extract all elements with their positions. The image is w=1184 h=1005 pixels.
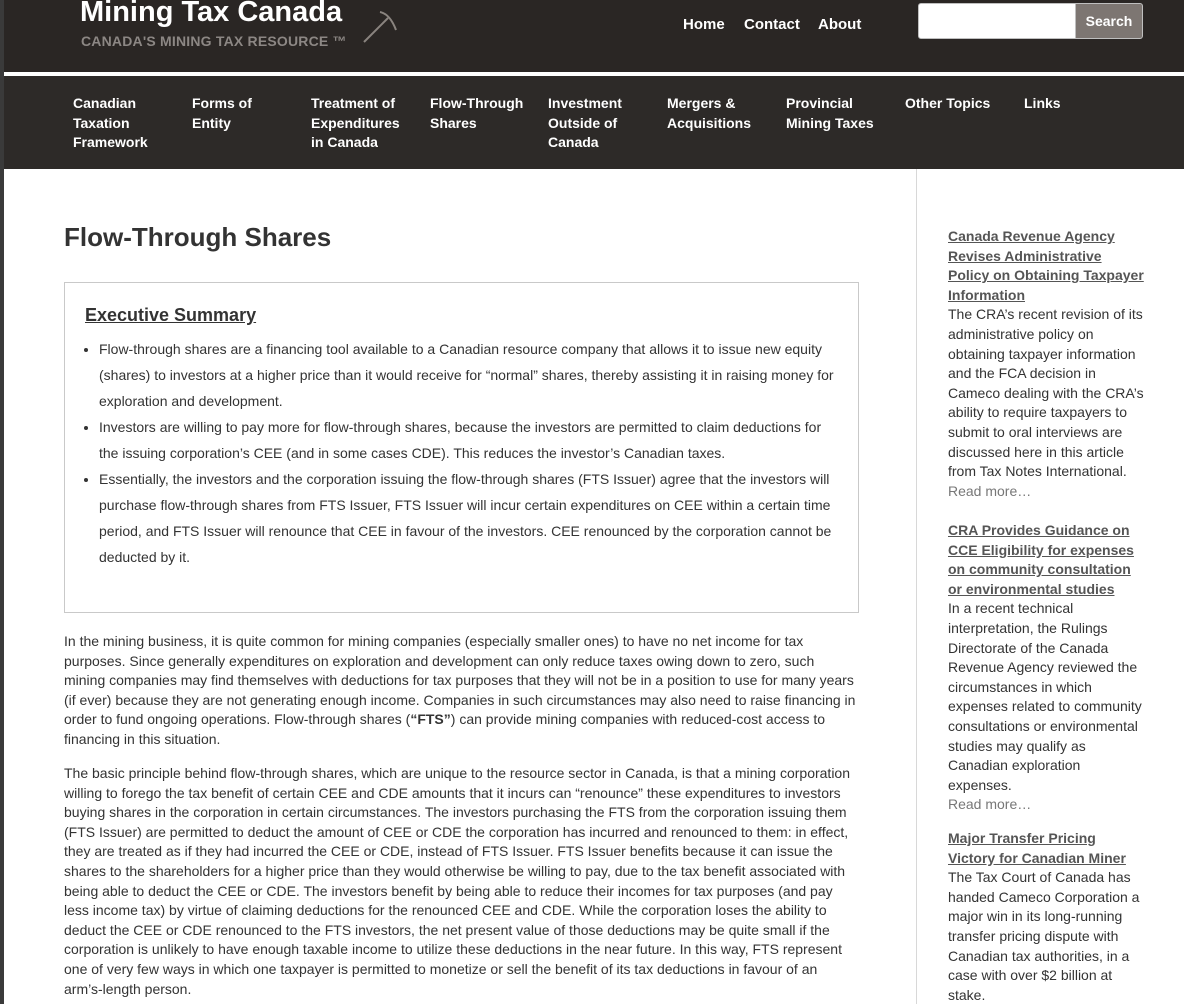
menu-flow-through-shares[interactable]: Flow-Through Shares <box>430 95 524 131</box>
body-paragraph-2: The basic principle behind flow-through shares, which are unique to the resource sector in Canada, is that a mining corporation willing to forego the tax benefit of certain CEE and CDE amounts that it incurs can “renounce” these expenditures to investors buying shares in the corporation in certain circumstances. The investors purchasing the FTS from the corporation issuing them (FTS Issuer) are permitted to deduct the amount of CEE or CDE the corporation has incurred and renounced to them: in effect, they are treated as if they had incurred the CEE or CDE, instead of FTS Issuer. FTS Issuer benefits because it can issue the shares to the shareholders for a higher price than they would otherwise be willing to pay, due to the tax benefit associated with being able to deduct the CEE or CDE. The investors benefit by being able to reduce their incomes for tax purposes (and pay less income tax) by virtue of claiming deductions for the renounced CEE and CDE. While the corporation loses the ability to deduct the CEE or CDE renounced to the FTS investors, the net present value of those deductions may be quite small if the corporation is unlikely to have enough taxable income to utilize these deductions in the near future. In this way, FTS represent one of very few ways in which one taxpayer is permitted to monetize or sell the benefit of its tax deductions in favour of an arm’s-length person. <box>64 765 850 997</box>
fts-term: “FTS” <box>410 711 451 728</box>
para1-text-start: In the mining business, it is quite common for mining companies (especially smaller ones) to have no net income for tax purposes. Since generally expenditures on exploration and development can only reduce taxes owing down to zero, such mining companies may find themselves with deductions for tax purposes that they will not be in a position to use for many years (if ever) because they are not generating enough income. Companies in such circumstances may also need to raise financing in order to fund ongoing operations. Flow-through shares ( <box>64 633 856 728</box>
site-tagline: CANADA'S MINING TAX RESOURCE ™ <box>81 33 347 49</box>
menu-canadian-taxation-framework[interactable]: Canadian Taxation Framework <box>73 95 148 151</box>
menu-mergers-acquisitions[interactable]: Mergers & Acquisitions <box>667 95 752 131</box>
menu-treatment-of-expenditures[interactable]: Treatment of Expenditures in Canada <box>311 95 400 151</box>
main-menu <box>4 76 1184 169</box>
site-header <box>4 0 1184 72</box>
sidebar-post-2 <box>948 521 1144 815</box>
topnav-contact[interactable]: Contact <box>744 16 800 33</box>
menu-forms-of-entity[interactable]: Forms of Entity <box>192 95 252 131</box>
search-input[interactable] <box>918 3 1076 39</box>
sidebar-post-excerpt: The Tax Court of Canada has handed Cameco Corporation a major win in its long-running transfer pricing dispute with Canadian tax authorities, in a case with over $2 billion at stake. <box>948 869 1140 1003</box>
sidebar-post-title[interactable]: CRA Provides Guidance on CCE Eligibility for expenses on community consultation or environmental studies <box>948 522 1134 597</box>
sidebar-divider <box>916 169 917 1004</box>
summary-point: • Investors are willing to pay more for flow-through shares, because the investors are permitted to claim deductions for the issuing corporation’s CEE (and in some cases CDE). This reduces the investor’s Canadian taxes. <box>99 414 839 466</box>
site-title[interactable]: Mining Tax Canada <box>80 0 343 28</box>
sidebar-post-title[interactable]: Canada Revenue Agency Revises Administrative Policy on Obtaining Taxpayer Information <box>948 228 1144 303</box>
menu-provincial-mining-taxes[interactable]: Provincial Mining Taxes <box>786 95 874 131</box>
pickaxe-icon <box>360 8 400 44</box>
executive-summary-box <box>64 282 859 613</box>
executive-summary-heading: Executive Summary <box>85 305 257 325</box>
body-paragraph-1 <box>64 632 858 750</box>
sidebar-post-3 <box>948 829 1144 1005</box>
read-more-link[interactable]: Read more… <box>948 482 1032 499</box>
read-more-link[interactable]: Read more… <box>948 796 1032 813</box>
page-title: Flow-Through Shares <box>64 222 332 252</box>
menu-links[interactable]: Links <box>1024 95 1061 111</box>
sidebar-post-excerpt: The CRA’s recent revision of its administrative policy on obtaining taxpayer information and the FCA decision in Cameco dealing with the CRA’s ability to require taxpayers to submit to oral interviews are discussed here in this article from Tax Notes International. <box>948 306 1144 480</box>
sidebar-post-1 <box>948 227 1144 501</box>
summary-point: • Essentially, the investors and the corporation issuing the flow-through shares (FTS Issuer) agree that the investors will purchase flow-through shares from FTS Issuer, FTS Issuer will incur certain expenditures on CEE within a certain time period, and FTS Issuer will renounce that CEE in favour of the investors. CEE renounced by the corporation cannot be deducted by it. <box>99 466 839 570</box>
topnav-home[interactable]: Home <box>683 16 725 33</box>
summary-list <box>83 336 839 570</box>
search-button[interactable]: Search <box>1075 3 1143 39</box>
sidebar-post-excerpt: In a recent technical interpretation, the Rulings Directorate of the Canada Revenue Agency reviewed the circumstances in which expenses related to community consultations or environmental studies may qualify as Canadian exploration expenses. <box>948 600 1142 793</box>
menu-other-topics[interactable]: Other Topics <box>905 95 991 111</box>
topnav-about[interactable]: About <box>818 16 862 33</box>
para1-text-end: ) can provide mining companies with reduced-cost access to financing in this situation. <box>64 711 826 747</box>
sidebar-post-title[interactable]: Major Transfer Pricing Victory for Canadian Miner <box>948 830 1126 866</box>
summary-point: • Flow-through shares are a financing tool available to a Canadian resource company that allows it to issue new equity (shares) to investors at a higher price than it would receive for “normal” shares, thereby assisting it in raising money for exploration and development. <box>99 336 839 414</box>
menu-investment-outside-canada[interactable]: Investment Outside of Canada <box>548 95 622 151</box>
